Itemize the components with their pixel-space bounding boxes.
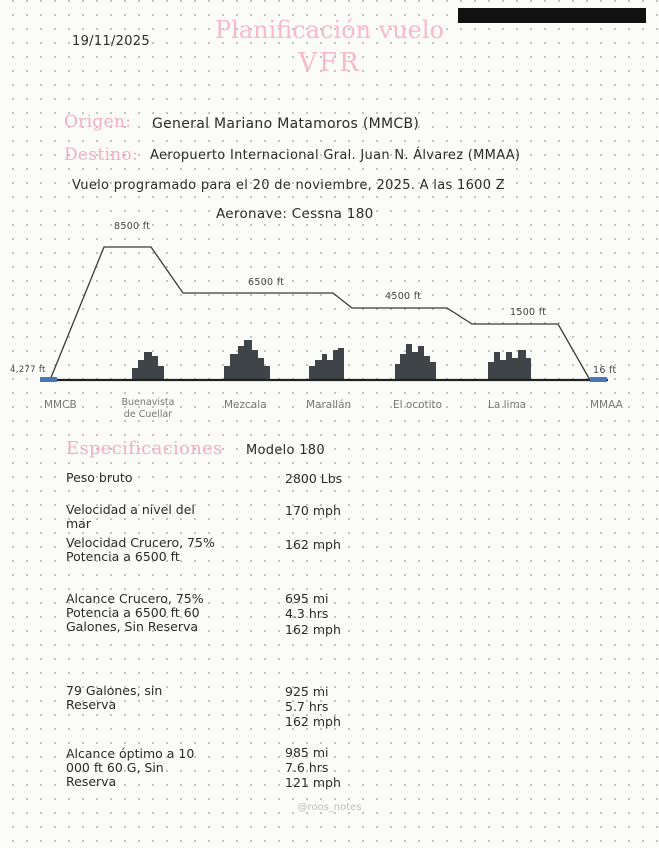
spec-label: 79 Galones, sin Reserva <box>66 683 163 712</box>
destination-label: Destino: <box>64 145 138 165</box>
waypoint-label: Buenavista de Cuellar <box>121 397 175 420</box>
origin-value: General Mariano Matamoros (MMCB) <box>152 116 420 132</box>
spec-value: 170 mph <box>285 503 341 518</box>
spec-value: 162 mph <box>285 537 341 552</box>
spec-label: Velocidad Crucero, 75% Potencia a 6500 ft <box>66 535 215 564</box>
credit-watermark: @roos_notes <box>297 802 362 813</box>
page-subtitle: VFR <box>298 48 361 78</box>
altitude-label-4500: 4500 ft <box>385 291 422 302</box>
terrain-silhouette <box>224 340 270 380</box>
spec-label: Alcance Crucero, 75% Potencia a 6500 ft 60 Galones, Sin Reserva <box>66 591 204 634</box>
origin-elevation: 4,277 ft <box>10 365 46 375</box>
schedule-line: Vuelo programado para el 20 de noviembre, 2025. A las 1600 Z <box>72 178 505 193</box>
origin-label: Origen: <box>64 112 132 132</box>
altitude-label-8500: 8500 ft <box>114 221 151 232</box>
page-title: Planificación vuelo <box>214 16 445 44</box>
spec-value: 121 mph <box>285 775 341 790</box>
spec-value: 2800 Lbs <box>285 471 343 486</box>
spec-value: 5.7 hrs <box>285 699 329 714</box>
spec-value: 162 mph <box>285 714 341 729</box>
waypoint-label: Mezcala <box>224 399 267 411</box>
altitude-label-6500: 6500 ft <box>248 277 285 288</box>
spec-label: Velocidad a nivel del mar <box>66 502 195 531</box>
aircraft-line: Aeronave: Cessna 180 <box>216 206 374 222</box>
spec-value: 985 mi <box>285 745 329 760</box>
spec-value: 925 mi <box>285 684 329 699</box>
terrain-silhouette <box>488 350 531 380</box>
date: 19/11/2025 <box>72 34 150 49</box>
destination-airport-marker <box>590 377 607 382</box>
waypoint-label: MMAA <box>590 399 623 411</box>
specs-heading: Especificaciones <box>66 438 223 459</box>
specs-model: Modelo 180 <box>246 443 325 458</box>
destination-value: Aeropuerto Internacional Gral. Juan N. Álvarez (MMAA) <box>150 148 521 163</box>
waypoint-label: La lima <box>488 399 527 411</box>
spec-label: Peso bruto <box>66 470 133 485</box>
altitude-label-1500: 1500 ft <box>510 307 547 318</box>
destination-elevation: 16 ft <box>593 365 617 376</box>
spec-value: 162 mph <box>285 622 341 637</box>
spec-value: 695 mi <box>285 591 329 606</box>
waypoint-label: Marallán <box>306 399 352 411</box>
origin-airport-marker <box>40 377 57 382</box>
spec-label: Alcance óptimo a 10 000 ft 60 G, Sin Reserva <box>66 746 195 789</box>
terrain-silhouette <box>132 352 164 380</box>
waypoint-label: MMCB <box>44 399 77 411</box>
terrain-silhouette <box>309 348 344 380</box>
waypoint-label: El ocotito <box>393 399 443 411</box>
spec-value: 4.3 hrs <box>285 606 329 621</box>
spec-value: 7.6 hrs <box>285 760 329 775</box>
terrain-silhouette <box>395 344 436 380</box>
